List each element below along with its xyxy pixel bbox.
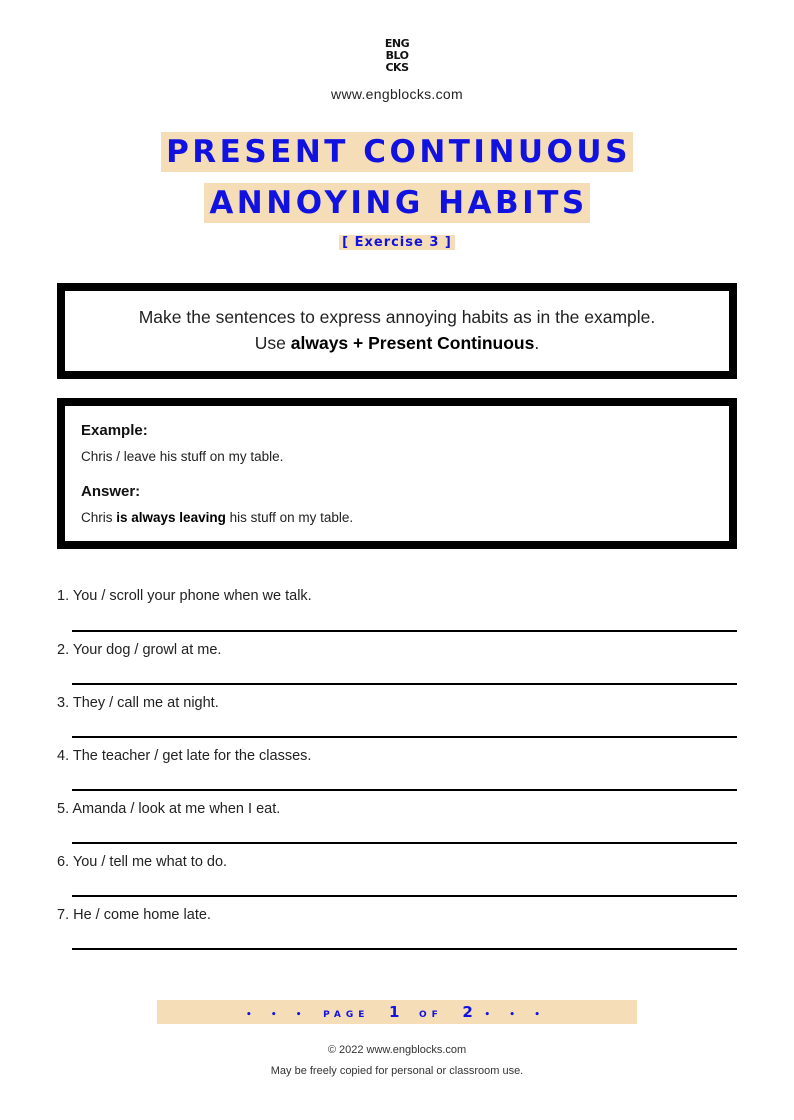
question-7: 7. He / come home late. <box>57 907 211 923</box>
question-6: 6. You / tell me what to do. <box>57 854 228 870</box>
title-text-1: PRESENT CONTINUOUS <box>161 132 633 172</box>
question-3: 3. They / call me at night. <box>57 695 219 711</box>
page-indicator <box>157 1000 637 1024</box>
instructions-box <box>57 283 737 379</box>
instructions-line-2 <box>65 333 729 354</box>
instructions-suffix: . <box>534 333 540 353</box>
usage-note: May be freely copied for personal or classroom use. <box>270 1065 524 1077</box>
engblocks-logo <box>0 38 794 74</box>
title-line-1 <box>0 132 794 172</box>
answer-label: Answer: <box>81 483 141 500</box>
pager-current: 1 <box>389 1003 400 1021</box>
answer-line-6[interactable] <box>72 895 737 897</box>
answer-line-2[interactable] <box>72 683 737 685</box>
exercise-label <box>0 233 794 251</box>
pager-of-word: OF <box>419 1010 443 1020</box>
answer-line-5[interactable] <box>72 842 737 844</box>
answer-suffix: his stuff on my table. <box>225 510 354 525</box>
instructions-line-1: Make the sentences to express annoying habits as in the example. <box>138 307 656 327</box>
instructions-prefix: Use <box>254 333 291 353</box>
answer-line-3[interactable] <box>72 736 737 738</box>
example-label: Example: <box>81 422 148 439</box>
question-4: 4. The teacher / get late for the classes. <box>57 748 312 764</box>
copyright: © 2022 www.engblocks.com <box>327 1044 467 1056</box>
example-box <box>57 398 737 549</box>
pager-total: 2 <box>462 1003 473 1021</box>
answer-bold: is always leaving <box>116 510 226 525</box>
instructions-bold: always + Present Continuous <box>290 333 535 353</box>
website-url: www.engblocks.com <box>331 86 463 102</box>
title-text-2: ANNOYING HABITS <box>204 183 589 223</box>
pager-page-word: PAGE <box>323 1010 370 1020</box>
title-line-2 <box>0 183 794 223</box>
logo-line: ENG <box>384 37 410 50</box>
question-1: 1. You / scroll your phone when we talk. <box>57 588 312 604</box>
question-5: 5. Amanda / look at me when I eat. <box>57 801 281 817</box>
logo-line: CKS <box>385 61 409 74</box>
logo-line: BLO <box>385 49 409 62</box>
pager-dots-right: • • • <box>484 1010 548 1020</box>
exercise-text: [ Exercise 3 ] <box>339 235 455 250</box>
example-sentence: Chris / leave his stuff on my table. <box>81 449 284 464</box>
pager-dots-left: • • • <box>246 1010 310 1020</box>
answer-sentence <box>81 510 353 525</box>
question-2: 2. Your dog / growl at me. <box>57 642 222 658</box>
answer-prefix: Chris <box>81 510 117 525</box>
answer-line-7[interactable] <box>72 948 737 950</box>
answer-line-1[interactable] <box>72 630 737 632</box>
answer-line-4[interactable] <box>72 789 737 791</box>
